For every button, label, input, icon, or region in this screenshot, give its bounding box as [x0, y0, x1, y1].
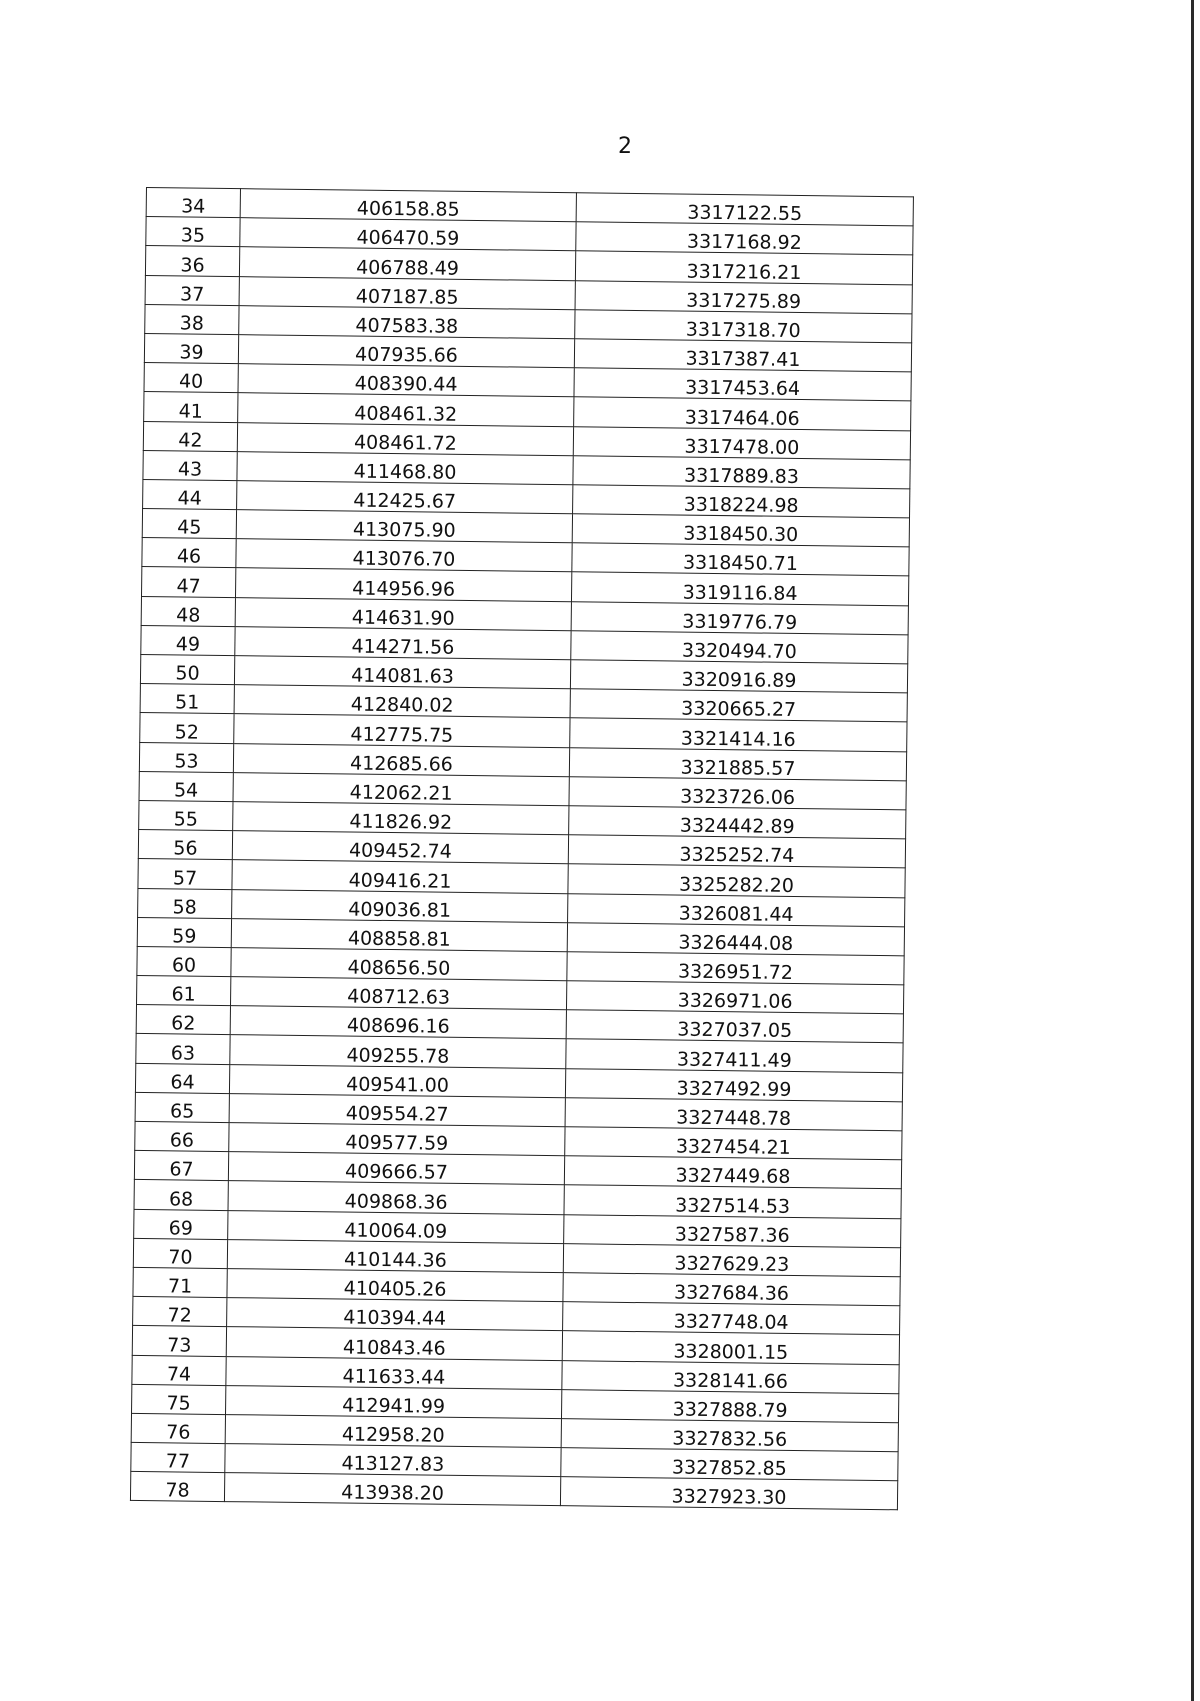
y-coordinate-cell: 3321885.57: [569, 747, 906, 780]
x-coordinate-cell: 409577.59: [229, 1123, 565, 1156]
point-number-cell: 44: [143, 479, 237, 509]
point-number-cell: 48: [141, 596, 235, 626]
x-coordinate-cell: 407935.66: [238, 335, 574, 368]
x-coordinate-cell: 406788.49: [239, 247, 575, 280]
x-coordinate-cell: 412425.67: [237, 481, 573, 514]
point-number-cell: 42: [143, 421, 237, 451]
y-coordinate-cell: 3327449.68: [564, 1156, 901, 1189]
x-coordinate-cell: 409554.27: [229, 1093, 565, 1126]
x-coordinate-cell: 408656.50: [231, 947, 567, 980]
x-coordinate-cell: 414956.96: [235, 568, 571, 601]
y-coordinate-cell: 3317387.41: [574, 339, 911, 372]
x-coordinate-cell: 409416.21: [232, 860, 568, 893]
point-number-cell: 76: [131, 1413, 225, 1443]
point-number-cell: 55: [139, 800, 233, 830]
point-number-cell: 47: [142, 567, 236, 597]
point-number-cell: 52: [140, 713, 234, 743]
point-number-cell: 64: [135, 1063, 229, 1093]
point-number-cell: 38: [145, 304, 239, 334]
x-coordinate-cell: 414271.56: [235, 626, 571, 659]
x-coordinate-cell: 413938.20: [224, 1473, 560, 1506]
point-number-cell: 66: [135, 1121, 229, 1151]
x-coordinate-cell: 411826.92: [233, 802, 569, 835]
point-number-cell: 46: [142, 538, 236, 568]
x-coordinate-cell: 414631.90: [235, 597, 571, 630]
point-number-cell: 60: [137, 946, 231, 976]
point-number-cell: 62: [136, 1005, 230, 1035]
x-coordinate-cell: 406470.59: [240, 218, 576, 251]
point-number-cell: 75: [132, 1384, 226, 1414]
x-coordinate-cell: 410843.46: [226, 1327, 562, 1360]
x-coordinate-cell: 407583.38: [239, 305, 575, 338]
point-number-cell: 71: [133, 1267, 227, 1297]
y-coordinate-cell: 3317478.00: [573, 426, 910, 459]
x-coordinate-cell: 412958.20: [225, 1414, 561, 1447]
x-coordinate-cell: 408696.16: [230, 1006, 566, 1039]
y-coordinate-cell: 3321414.16: [570, 718, 907, 751]
x-coordinate-cell: 410405.26: [227, 1269, 563, 1302]
x-coordinate-cell: 412062.21: [233, 772, 569, 805]
point-number-cell: 67: [134, 1151, 228, 1181]
y-coordinate-cell: 3327832.56: [561, 1419, 898, 1452]
y-coordinate-cell: 3326951.72: [567, 952, 904, 985]
x-coordinate-cell: 410144.36: [227, 1239, 563, 1272]
y-coordinate-cell: 3317453.64: [574, 368, 911, 401]
point-number-cell: 50: [140, 654, 234, 684]
y-coordinate-cell: 3327923.30: [560, 1477, 897, 1510]
y-coordinate-cell: 3325252.74: [568, 835, 905, 868]
x-coordinate-cell: 412685.66: [233, 743, 569, 776]
y-coordinate-cell: 3317889.83: [573, 455, 910, 488]
y-coordinate-cell: 3319776.79: [571, 601, 908, 634]
y-coordinate-cell: 3323726.06: [569, 776, 906, 809]
point-number-cell: 53: [139, 742, 233, 772]
point-number-cell: 68: [134, 1180, 228, 1210]
point-number-cell: 77: [131, 1442, 225, 1472]
x-coordinate-cell: 411633.44: [226, 1356, 562, 1389]
point-number-cell: 51: [140, 684, 234, 714]
y-coordinate-cell: 3328001.15: [562, 1331, 899, 1364]
point-number-cell: 57: [138, 859, 232, 889]
y-coordinate-cell: 3325282.20: [568, 864, 905, 897]
point-number-cell: 49: [141, 625, 235, 655]
scan-edge-line: [1191, 0, 1194, 1701]
point-number-cell: 40: [144, 363, 238, 393]
point-number-cell: 58: [138, 888, 232, 918]
point-number-cell: 45: [142, 509, 236, 539]
x-coordinate-cell: 408858.81: [231, 918, 567, 951]
point-number-cell: 56: [138, 830, 232, 860]
y-coordinate-cell: 3327852.85: [561, 1448, 898, 1481]
y-coordinate-cell: 3317168.92: [576, 222, 913, 255]
y-coordinate-cell: 3327037.05: [566, 1010, 903, 1043]
y-coordinate-cell: 3317216.21: [575, 251, 912, 284]
coordinate-table: [130, 187, 914, 1511]
point-number-cell: 36: [145, 246, 239, 276]
point-number-cell: 72: [133, 1297, 227, 1327]
y-coordinate-cell: 3328141.66: [562, 1360, 899, 1393]
x-coordinate-cell: 412775.75: [234, 714, 570, 747]
point-number-cell: 43: [143, 450, 237, 480]
x-coordinate-cell: 408461.32: [238, 393, 574, 426]
y-coordinate-cell: 3327684.36: [563, 1273, 900, 1306]
point-number-cell: 37: [145, 275, 239, 305]
y-coordinate-cell: 3327748.04: [563, 1302, 900, 1335]
y-coordinate-cell: 3317464.06: [574, 397, 911, 430]
point-number-cell: 59: [137, 917, 231, 947]
y-coordinate-cell: 3318450.71: [572, 543, 909, 576]
point-number-cell: 54: [139, 771, 233, 801]
y-coordinate-cell: 3318224.98: [573, 485, 910, 518]
x-coordinate-cell: 408461.72: [237, 422, 573, 455]
y-coordinate-cell: 3320916.89: [570, 660, 907, 693]
point-number-cell: 74: [132, 1355, 226, 1385]
x-coordinate-cell: 406158.85: [240, 189, 576, 222]
point-number-cell: 65: [135, 1092, 229, 1122]
point-number-cell: 63: [136, 1034, 230, 1064]
x-coordinate-cell: 414081.63: [234, 656, 570, 689]
y-coordinate-cell: 3318450.30: [572, 514, 909, 547]
x-coordinate-cell: 407187.85: [239, 276, 575, 309]
x-coordinate-cell: 408712.63: [231, 977, 567, 1010]
point-number-cell: 61: [137, 976, 231, 1006]
y-coordinate-cell: 3317275.89: [575, 280, 912, 313]
point-number-cell: 41: [144, 392, 238, 422]
y-coordinate-cell: 3319116.84: [571, 572, 908, 605]
x-coordinate-cell: 412840.02: [234, 685, 570, 718]
x-coordinate-cell: 408390.44: [238, 364, 574, 397]
point-number-cell: 73: [132, 1326, 226, 1356]
y-coordinate-cell: 3327454.21: [565, 1127, 902, 1160]
point-number-cell: 34: [146, 188, 240, 218]
point-number-cell: 35: [146, 217, 240, 247]
x-coordinate-cell: 409255.78: [230, 1035, 566, 1068]
y-coordinate-cell: 3324442.89: [569, 806, 906, 839]
y-coordinate-cell: 3327629.23: [563, 1243, 900, 1276]
y-coordinate-cell: 3327587.36: [564, 1214, 901, 1247]
y-coordinate-cell: 3317122.55: [576, 193, 913, 226]
x-coordinate-cell: 413076.70: [236, 539, 572, 572]
point-number-cell: 39: [144, 333, 238, 363]
x-coordinate-cell: 409666.57: [228, 1152, 564, 1185]
x-coordinate-cell: 409868.36: [228, 1181, 564, 1214]
y-coordinate-cell: 3327514.53: [564, 1185, 901, 1218]
x-coordinate-cell: 410394.44: [227, 1298, 563, 1331]
x-coordinate-cell: 411468.80: [237, 451, 573, 484]
coordinate-table-body: [130, 188, 913, 1511]
point-number-cell: 78: [130, 1472, 224, 1502]
y-coordinate-cell: 3326444.08: [567, 922, 904, 955]
y-coordinate-cell: 3327888.79: [561, 1389, 898, 1422]
y-coordinate-cell: 3327411.49: [566, 1039, 903, 1072]
point-number-cell: 70: [133, 1238, 227, 1268]
page-number: 2: [618, 134, 632, 159]
point-number-cell: 69: [134, 1209, 228, 1239]
x-coordinate-cell: 413075.90: [236, 510, 572, 543]
y-coordinate-cell: 3326971.06: [566, 981, 903, 1014]
y-coordinate-cell: 3320494.70: [571, 631, 908, 664]
x-coordinate-cell: 409541.00: [229, 1064, 565, 1097]
y-coordinate-cell: 3327492.99: [565, 1068, 902, 1101]
y-coordinate-cell: 3327448.78: [565, 1098, 902, 1131]
x-coordinate-cell: 412941.99: [226, 1385, 562, 1418]
y-coordinate-cell: 3317318.70: [575, 310, 912, 343]
x-coordinate-cell: 409036.81: [232, 889, 568, 922]
x-coordinate-cell: 409452.74: [232, 831, 568, 864]
y-coordinate-cell: 3326081.44: [568, 893, 905, 926]
x-coordinate-cell: 413127.83: [225, 1444, 561, 1477]
x-coordinate-cell: 410064.09: [228, 1210, 564, 1243]
y-coordinate-cell: 3320665.27: [570, 689, 907, 722]
